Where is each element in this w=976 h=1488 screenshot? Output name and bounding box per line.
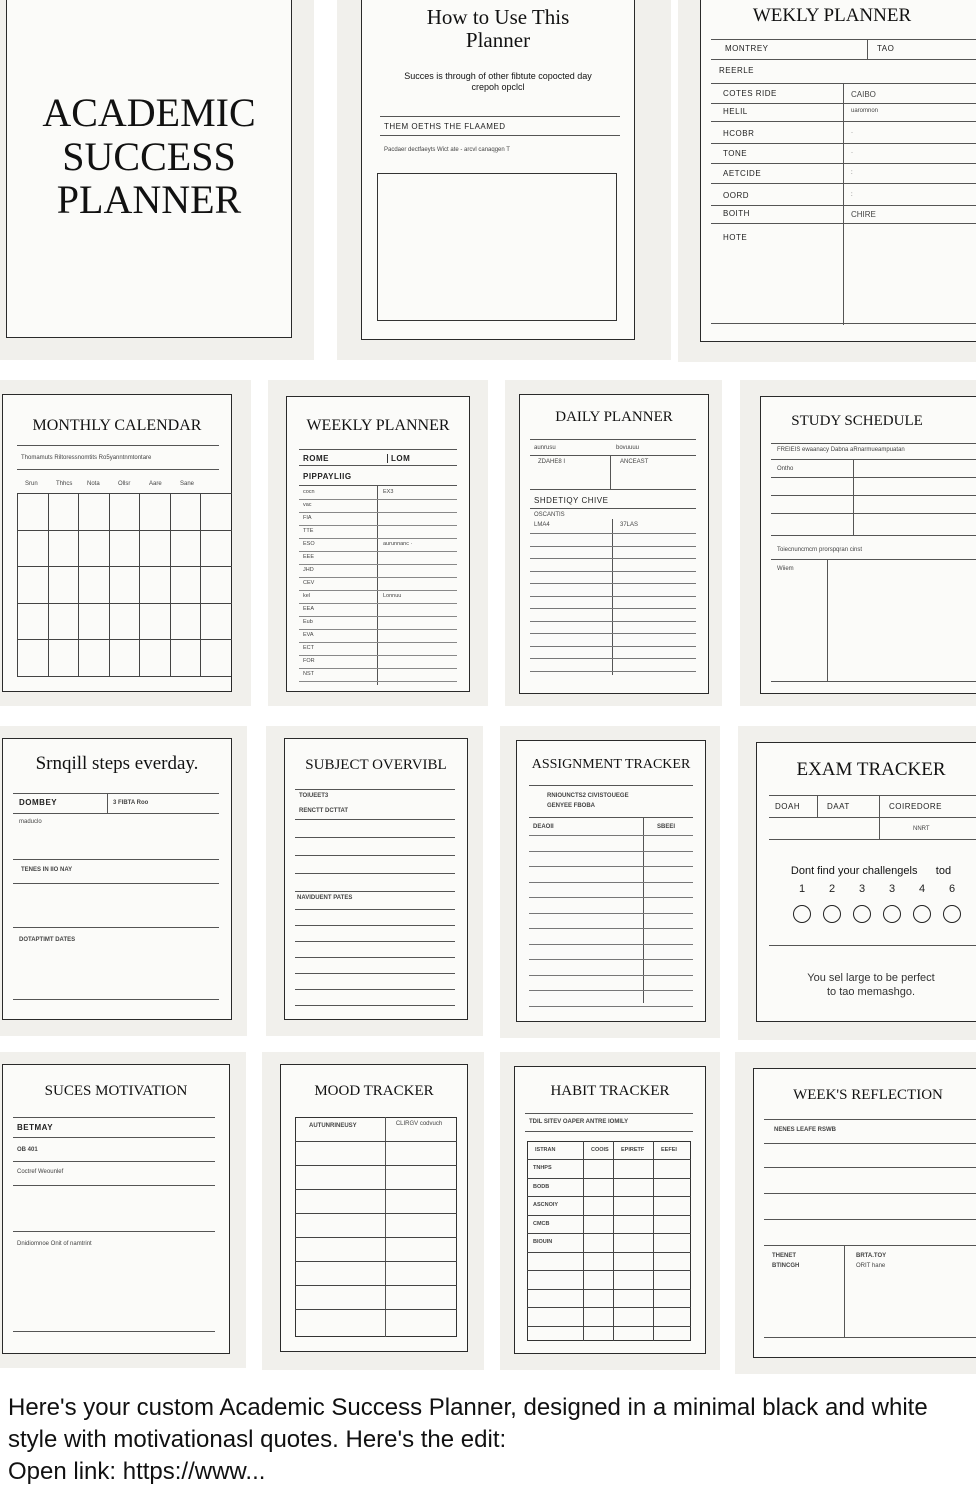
monthly-day-cell — [139, 566, 171, 604]
habit-row-label: BODB — [533, 1183, 550, 1190]
habit-row-label: TNHPS — [533, 1165, 552, 1171]
planner-tile-weekly-2[interactable] — [268, 380, 488, 706]
daily-row-line — [530, 583, 696, 584]
planner-tile-mood[interactable] — [262, 1052, 484, 1370]
monthly-day-cell — [200, 530, 232, 568]
assignment-row-line — [529, 882, 693, 883]
assignment-row-line — [529, 975, 693, 976]
reflection-left-1: THENET — [772, 1253, 796, 1259]
subject-row-line — [295, 941, 455, 942]
exam-page — [756, 742, 976, 1022]
habit-sub: TDIL SITEV OAPER ANTRE IOMILY — [529, 1119, 629, 1125]
weekly-top-row-value: CAIBO — [851, 90, 876, 99]
reflection-right-2: ORIT hane — [856, 1263, 886, 1269]
weekly-2-row-value: Lonnuu — [383, 593, 402, 599]
monthly-day-cell — [78, 566, 110, 604]
assignment-row-line — [529, 990, 693, 991]
habit-row-line — [527, 1252, 691, 1253]
cover-title-2: SUCCESS — [62, 134, 236, 179]
weekly-2-row-line — [299, 499, 457, 500]
habit-row-line — [527, 1233, 691, 1234]
monthly-day-cell — [170, 566, 202, 604]
weekly-top-row-line — [711, 103, 976, 104]
weekly-top-row-value: : — [851, 192, 853, 198]
monthly-subtitle: Thomamuts Riltoressnomtits Ro5yanntnmtontare — [21, 455, 152, 461]
steps-page — [2, 738, 232, 1020]
assignment-head-left: DEAOII — [533, 824, 554, 830]
daily-row-line — [530, 621, 696, 622]
exam-title: EXAM TRACKER — [796, 759, 946, 780]
mood-page — [280, 1064, 468, 1352]
exam-head-3: COIREDORE — [889, 802, 942, 811]
monthly-day-label: Aare — [149, 481, 162, 487]
how-to-page — [361, 0, 635, 340]
assignment-row-line — [529, 944, 693, 945]
exam-progress-circle — [853, 905, 871, 923]
planner-tile-steps[interactable] — [0, 726, 247, 1036]
monthly-day-cell — [17, 603, 49, 641]
weekly-top-head-right: TAO — [877, 44, 895, 53]
monthly-day-cell — [48, 493, 80, 531]
how-to-title-1: How to Use This — [426, 5, 570, 29]
weekly-2-row-line — [299, 577, 457, 578]
planner-tile-study[interactable] — [740, 380, 976, 706]
weekly-2-row-label: Eub — [303, 619, 313, 625]
monthly-day-cell — [78, 530, 110, 568]
planner-tile-motivation[interactable] — [0, 1052, 246, 1368]
weekly-top-row-label: HCOBR — [723, 129, 755, 138]
habit-row-label: CMCB — [533, 1220, 550, 1227]
planner-tile-habit[interactable] — [500, 1052, 720, 1370]
planner-tile-subject[interactable] — [266, 726, 483, 1036]
weekly-2-row-line — [299, 642, 457, 643]
habit-row-line — [527, 1159, 691, 1160]
monthly-day-cell — [200, 639, 232, 677]
assignment-row-line — [529, 1006, 693, 1007]
exam-sub: NNRT — [913, 826, 930, 832]
daily-section: SHDETIQY CHIVE — [534, 496, 609, 505]
daily-head2-right: ANCEAST — [620, 459, 649, 465]
assignment-row-line — [529, 835, 693, 836]
assignment-page — [516, 740, 706, 1022]
subject-row-line — [295, 989, 455, 990]
exam-number: 3 — [858, 883, 866, 895]
assignment-head-right: SBEEI — [657, 824, 676, 830]
weekly-2-row-label: EEA — [303, 606, 315, 612]
assignment-sub-1: RNIOUNCTS2 CIVISTOUEGE — [547, 793, 629, 799]
reflection-title: WEEK'S REFLECTION — [793, 1087, 943, 1103]
steps-head-right: 3 FIBTA Roo — [113, 800, 149, 806]
habit-row-label: BIOUIN — [533, 1239, 553, 1245]
habit-row-line — [527, 1270, 691, 1271]
weekly-2-sub: PIPPAYLIIG — [303, 472, 352, 481]
daily-row-line — [530, 608, 696, 609]
habit-col-label: EEFEI — [661, 1147, 677, 1153]
steps-head-left: DOMBEY — [19, 798, 58, 807]
weekly-2-row-label: EVA — [303, 632, 314, 638]
daily-title: DAILY PLANNER — [555, 409, 673, 425]
subject-row-line — [295, 1005, 455, 1006]
exam-progress-circle — [793, 905, 811, 923]
motivation-line-3: Coctref Weounlef — [17, 1169, 64, 1175]
weekly-top-head-left: MONTREY — [725, 44, 769, 53]
monthly-day-cell — [109, 639, 141, 677]
monthly-day-cell — [17, 639, 49, 677]
subject-line-2: RENCTT DCTTAT — [299, 808, 349, 814]
mood-row-line — [295, 1237, 457, 1238]
assignment-row-line — [529, 959, 693, 960]
monthly-day-cell — [139, 639, 171, 677]
habit-page — [514, 1066, 706, 1354]
daily-sub-2: LMA4 — [534, 522, 550, 528]
weekly-2-row-label: ESO — [303, 541, 315, 547]
cover-title-1: ACADEMIC — [42, 90, 256, 135]
weekly-2-row-line — [299, 512, 457, 513]
weekly-2-row-line — [299, 616, 457, 617]
subject-title: SUBJECT OVERVIBL — [305, 757, 447, 773]
exam-head-2: DAAT — [827, 802, 850, 811]
exam-number: 2 — [828, 883, 836, 895]
mood-title: MOOD TRACKER — [314, 1083, 434, 1099]
planner-tile-monthly[interactable] — [0, 380, 251, 706]
daily-row-line — [530, 558, 696, 559]
subject-row-line — [295, 925, 455, 926]
steps-line-2: TENES IN IIO NAY — [21, 867, 73, 873]
exam-head-1: DOAH — [775, 802, 801, 811]
weekly-2-row-line — [299, 551, 457, 552]
weekly-2-row-line — [299, 603, 457, 604]
how-to-note: Pacdaer dectfaeyts Wict ate - arcvl canaqgen T — [384, 147, 510, 153]
daily-row-line — [530, 671, 696, 672]
weekly-top-title: WEKLY PLANNER — [752, 5, 912, 26]
habit-row-line — [527, 1307, 691, 1308]
mood-head-right: CLIRGV codvuch — [395, 1121, 443, 1127]
habit-row-line — [527, 1326, 691, 1327]
mood-row-line — [295, 1141, 457, 1142]
how-to-title-2: Planner — [465, 28, 531, 52]
study-line-2: Ontho — [777, 466, 794, 472]
habit-col-label: COOIS — [591, 1147, 609, 1153]
exam-footer-1: You sel large to be perfect — [807, 972, 935, 984]
weekly-2-row-line — [299, 668, 457, 669]
weekly-top-row-value: CHIRE — [851, 210, 876, 219]
how-to-body-2: crepoh opclcl — [471, 82, 525, 92]
weekly-top-page — [700, 0, 976, 342]
weekly-2-row-line — [299, 525, 457, 526]
habit-col-label: ISTRAN — [535, 1147, 556, 1153]
weekly-top-row-label: HOTE — [723, 233, 748, 242]
cover-title-3: PLANNER — [56, 177, 242, 222]
monthly-day-cell — [48, 639, 80, 677]
monthly-day-cell — [109, 566, 141, 604]
weekly-top-sub: REERLE — [719, 66, 755, 75]
assignment-row-line — [529, 866, 693, 867]
exam-number: 4 — [918, 883, 926, 895]
monthly-day-label: Sane — [180, 481, 195, 487]
steps-line-1: maduclo — [19, 819, 42, 825]
habit-col-line — [583, 1141, 584, 1341]
motivation-page — [2, 1064, 230, 1354]
monthly-day-cell — [139, 530, 171, 568]
weekly-top-row-line — [711, 121, 976, 122]
mood-row-line — [295, 1285, 457, 1286]
mood-row-line — [295, 1261, 457, 1262]
exam-progress-circle — [913, 905, 931, 923]
how-to-section: THEM OETHS THE FLAAMED — [384, 122, 506, 131]
monthly-day-cell — [170, 493, 202, 531]
habit-col-label: EPIRETF — [621, 1147, 645, 1153]
monthly-day-cell — [200, 566, 232, 604]
daily-row-line — [530, 658, 696, 659]
weekly-top-row-value: · — [851, 130, 853, 136]
monthly-day-cell — [109, 603, 141, 641]
daily-row-line — [530, 633, 696, 634]
monthly-day-cell — [170, 639, 202, 677]
weekly-2-row-label: vac — [303, 502, 312, 508]
weekly-top-row-line — [711, 205, 976, 206]
planner-tile-reflection[interactable] — [735, 1052, 976, 1374]
weekly-top-row-label: AETCIDE — [723, 169, 762, 178]
daily-sub-1: OSCANTIS — [534, 512, 565, 518]
daily-row-line — [530, 596, 696, 597]
daily-row-line — [530, 646, 696, 647]
mood-grid — [295, 1117, 457, 1337]
planner-tile-cover[interactable] — [0, 0, 314, 360]
habit-row-line — [527, 1289, 691, 1290]
assignment-title: ASSIGNMENT TRACKER — [531, 757, 691, 772]
mood-head-left: AUTUNRINEUSY — [309, 1123, 357, 1129]
steps-title: Srnqill steps everday. — [35, 753, 199, 774]
weekly-2-head-left: ROME — [303, 454, 329, 463]
weekly-2-row-line — [299, 538, 457, 539]
monthly-day-cell — [139, 603, 171, 641]
daily-row-line — [530, 571, 696, 572]
mood-row-line — [295, 1309, 457, 1310]
assignment-row-line — [529, 913, 693, 914]
monthly-day-cell — [139, 493, 171, 531]
daily-head-left: aunrusu — [534, 445, 556, 451]
weekly-2-row-line — [299, 629, 457, 630]
daily-row-line — [530, 546, 696, 547]
reflection-left-2: BTINCGH — [772, 1263, 800, 1269]
weekly-2-row-label: cocn — [303, 489, 315, 495]
weekly-2-row-value: EX3 — [383, 489, 394, 495]
weekly-top-row-label: OORD — [723, 191, 749, 200]
habit-col-line — [613, 1141, 614, 1341]
monthly-day-cell — [17, 493, 49, 531]
weekly-2-row-line — [299, 681, 457, 682]
weekly-top-row-value: · — [851, 150, 853, 156]
monthly-day-cell — [78, 493, 110, 531]
weekly-top-row-label: HELIL — [723, 107, 748, 116]
monthly-day-cell — [200, 603, 232, 641]
weekly-2-row-line — [299, 564, 457, 565]
exam-footer-2: to tao memashgo. — [826, 986, 916, 998]
weekly-top-row-line — [711, 183, 976, 184]
study-title: STUDY SCHEDULE — [791, 413, 923, 429]
monthly-title: MONTHLY CALENDAR — [32, 417, 202, 434]
exam-progress-circle — [883, 905, 901, 923]
daily-sub-3: 37LAS — [620, 522, 639, 528]
weekly-2-title: WEEKLY PLANNER — [306, 417, 450, 434]
subject-line-1: TOIUEET3 — [299, 793, 329, 799]
monthly-day-cell — [17, 530, 49, 568]
monthly-day-label: Ollsr — [118, 481, 131, 487]
weekly-2-row-label: EEE — [303, 554, 315, 560]
daily-row-line — [530, 533, 696, 534]
habit-row-line — [527, 1196, 691, 1197]
weekly-2-row-label: FIA — [303, 515, 312, 521]
assignment-row-line — [529, 851, 693, 852]
assignment-sub-2: GENYEE FBOBA — [547, 803, 596, 809]
weekly-2-row-label: FOR — [303, 658, 315, 664]
motivation-line-2: OB 401 — [17, 1147, 38, 1153]
mood-row-line — [295, 1213, 457, 1214]
monthly-day-label: Nota — [87, 481, 100, 487]
monthly-day-label: Thhcs — [56, 481, 73, 487]
subject-page — [284, 738, 468, 1020]
habit-row-line — [527, 1178, 691, 1179]
monthly-day-cell — [48, 530, 80, 568]
monthly-day-cell — [109, 530, 141, 568]
weekly-2-row-label: kel — [303, 593, 311, 599]
subject-row-line — [295, 973, 455, 974]
weekly-top-row-line — [711, 223, 976, 224]
monthly-grid-bottom — [17, 676, 231, 677]
weekly-top-row-label: BOITH — [723, 209, 750, 218]
motivation-line-1: BETMAY — [17, 1123, 54, 1132]
monthly-day-cell — [48, 603, 80, 641]
planner-tile-weekly-top[interactable] — [678, 0, 976, 362]
exam-progress-circle — [823, 905, 841, 923]
motivation-line-4: Dnidiomnoe Onit of namtrint — [17, 1241, 92, 1247]
assignment-row-line — [529, 897, 693, 898]
monthly-day-label: Srun — [25, 481, 38, 487]
exam-progress-circle — [943, 905, 961, 923]
daily-page — [519, 394, 709, 694]
weekly-2-row-label: NST — [303, 671, 314, 677]
weekly-2-row-label: ECT — [303, 645, 314, 651]
weekly-top-row-label: TONE — [723, 149, 748, 158]
mood-row-line — [295, 1189, 457, 1190]
monthly-day-cell — [109, 493, 141, 531]
monthly-day-cell — [170, 603, 202, 641]
monthly-page — [2, 394, 232, 692]
reflection-page — [753, 1068, 976, 1358]
motivation-title: SUCES MOTIVATION — [44, 1083, 188, 1099]
exam-number: 6 — [948, 883, 956, 895]
monthly-day-cell — [78, 639, 110, 677]
weekly-top-row-value: uaromnon — [851, 108, 879, 114]
weekly-top-row-line — [711, 143, 976, 144]
exam-quote: Dont find your challengels tod — [790, 865, 952, 877]
monthly-day-cell — [200, 493, 232, 531]
study-line-3: Toiecnuncmcrn prorspqran cinst — [777, 547, 863, 553]
weekly-2-row-label: TTE — [303, 528, 314, 534]
planner-tile-exam[interactable] — [738, 726, 976, 1040]
monthly-day-cell — [48, 566, 80, 604]
planner-tile-how-to[interactable] — [337, 0, 671, 360]
study-page — [760, 396, 976, 694]
weekly-2-head-right: LOM — [387, 454, 410, 463]
weekly-top-row-line — [711, 163, 976, 164]
habit-row-label: ASCNOIY — [533, 1202, 559, 1208]
weekly-2-row-value: aurunnanc · — [383, 541, 413, 547]
weekly-2-page — [286, 396, 470, 692]
subject-line-3: NAVIDUENT PATES — [297, 895, 353, 901]
mood-row-line — [295, 1165, 457, 1166]
study-line-1: FREIEIS ewaanacy Dabna aRnarmueampuatan — [777, 447, 905, 453]
habit-row-line — [527, 1215, 691, 1216]
weekly-2-row-label: JHD — [303, 567, 314, 573]
planner-tile-assignment[interactable] — [500, 726, 720, 1038]
study-line-4: Wiiem — [777, 566, 794, 572]
steps-line-3: DOTAPTIMT DATES — [19, 937, 76, 943]
exam-number: 1 — [798, 883, 806, 895]
how-to-notes-box — [377, 173, 617, 321]
how-to-body-1: Succes is through of other fibtute copocted day — [404, 71, 592, 81]
reflection-right-1: BRTA.TOY — [856, 1253, 887, 1259]
monthly-day-cell — [170, 530, 202, 568]
planner-tile-daily[interactable] — [505, 380, 722, 706]
reflection-line-1: NENES LEAFE RSWB — [774, 1127, 837, 1133]
daily-head-right: bovuuuu — [616, 445, 640, 451]
weekly-2-row-line — [299, 590, 457, 591]
weekly-top-row-value: : — [851, 170, 853, 176]
exam-number: 3 — [888, 883, 896, 895]
weekly-top-row-label: COTES RIDE — [723, 89, 777, 98]
daily-head2-left: ZDAHE8 I — [538, 459, 566, 465]
monthly-day-cell — [78, 603, 110, 641]
subject-row-line — [295, 957, 455, 958]
habit-col-line — [653, 1141, 654, 1341]
monthly-day-cell — [17, 566, 49, 604]
cover-page — [6, 0, 292, 338]
weekly-2-row-line — [299, 655, 457, 656]
weekly-2-row-label: CEV — [303, 580, 315, 586]
habit-title: HABIT TRACKER — [550, 1083, 670, 1099]
caption-link-cut[interactable]: Open link: https://www... — [8, 1458, 266, 1485]
assistant-caption: Here's your custom Academic Success Planner, designed in a minimal black and white style with motivationasl quotes. Here's the edit: — [8, 1394, 928, 1453]
assignment-row-line — [529, 928, 693, 929]
